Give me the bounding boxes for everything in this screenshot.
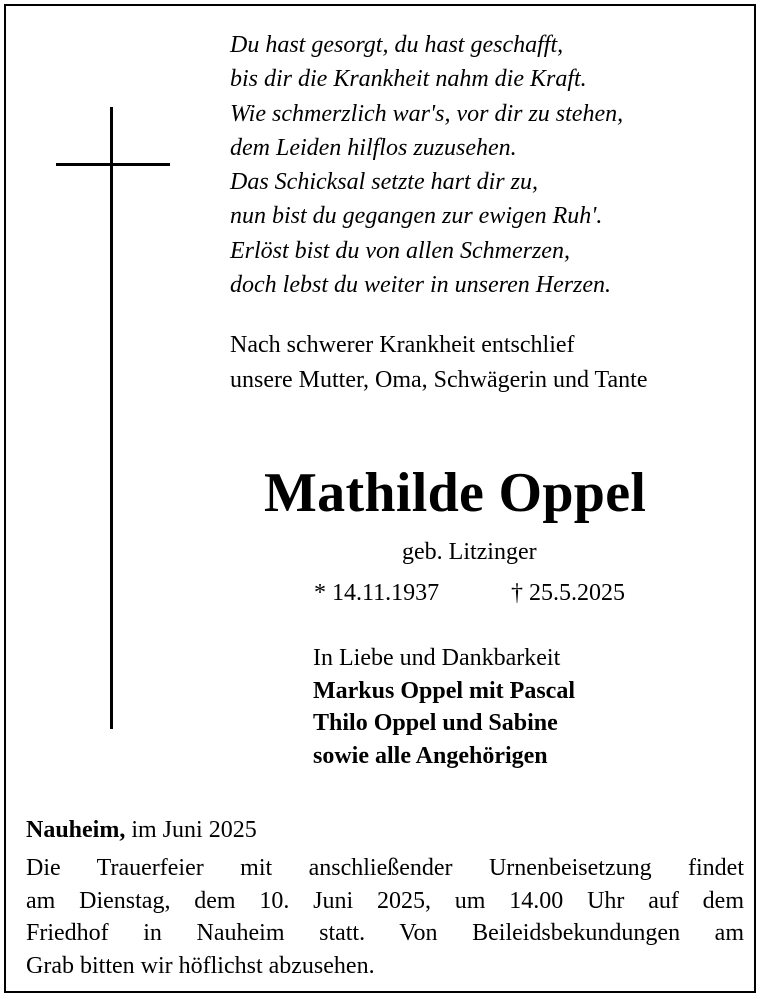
poem-line: doch lebst du weiter in unseren Herzen.: [230, 272, 612, 299]
place-town: Nauheim,: [26, 817, 126, 843]
mourners-block: [313, 642, 575, 773]
birth-date: * 14.11.1937: [314, 580, 440, 606]
place-date: [26, 814, 257, 846]
poem-line: Wie schmerzlich war's, vor dir zu stehen,: [230, 100, 624, 127]
death-announcement: [230, 328, 647, 397]
memorial-poem: [230, 28, 623, 302]
mourners-intro: In Liebe und Dankbarkeit: [313, 645, 561, 671]
poem-line: nun bist du gegangen zur ewigen Ruh'.: [230, 203, 603, 230]
obituary-notice: [4, 4, 756, 993]
place-date-text: im Juni 2025: [131, 817, 257, 843]
notice-line: Friedhof in Nauheim statt. Von Beileidsbekundungen am: [26, 920, 744, 947]
announcement-line: unsere Mutter, Oma, Schwägerin und Tante: [230, 366, 648, 393]
mourner-name: sowie alle Angehörigen: [313, 743, 548, 770]
death-date: † 25.5.2025: [511, 580, 625, 606]
poem-line: Das Schicksal setzte hart dir zu,: [230, 169, 538, 196]
poem-line: bis dir die Krankheit nahm die Kraft.: [230, 66, 587, 93]
mourner-name: Thilo Oppel und Sabine: [313, 710, 558, 737]
cross-vertical-bar: [110, 107, 113, 729]
poem-line: Erlöst bist du von allen Schmerzen,: [230, 237, 570, 264]
maiden-name: geb. Litzinger: [402, 539, 537, 565]
cross-horizontal-bar: [56, 163, 170, 166]
mourner-name: Markus Oppel mit Pascal: [313, 677, 575, 704]
announcement-line: Nach schwerer Krankheit entschlief: [230, 332, 575, 358]
notice-line: Grab bitten wir höflichst abzusehen.: [26, 952, 375, 979]
poem-line: dem Leiden hilflos zuzusehen.: [230, 134, 517, 161]
funeral-notice: [26, 852, 744, 982]
poem-line: Du hast gesorgt, du hast geschafft,: [230, 32, 564, 58]
notice-line: am Dienstag, dem 10. Juni 2025, um 14.00 Uhr auf dem: [26, 887, 744, 914]
deceased-name: Mathilde Oppel: [264, 462, 647, 524]
notice-line: Die Trauerfeier mit anschließender Urnenbeisetzung findet: [26, 855, 744, 881]
